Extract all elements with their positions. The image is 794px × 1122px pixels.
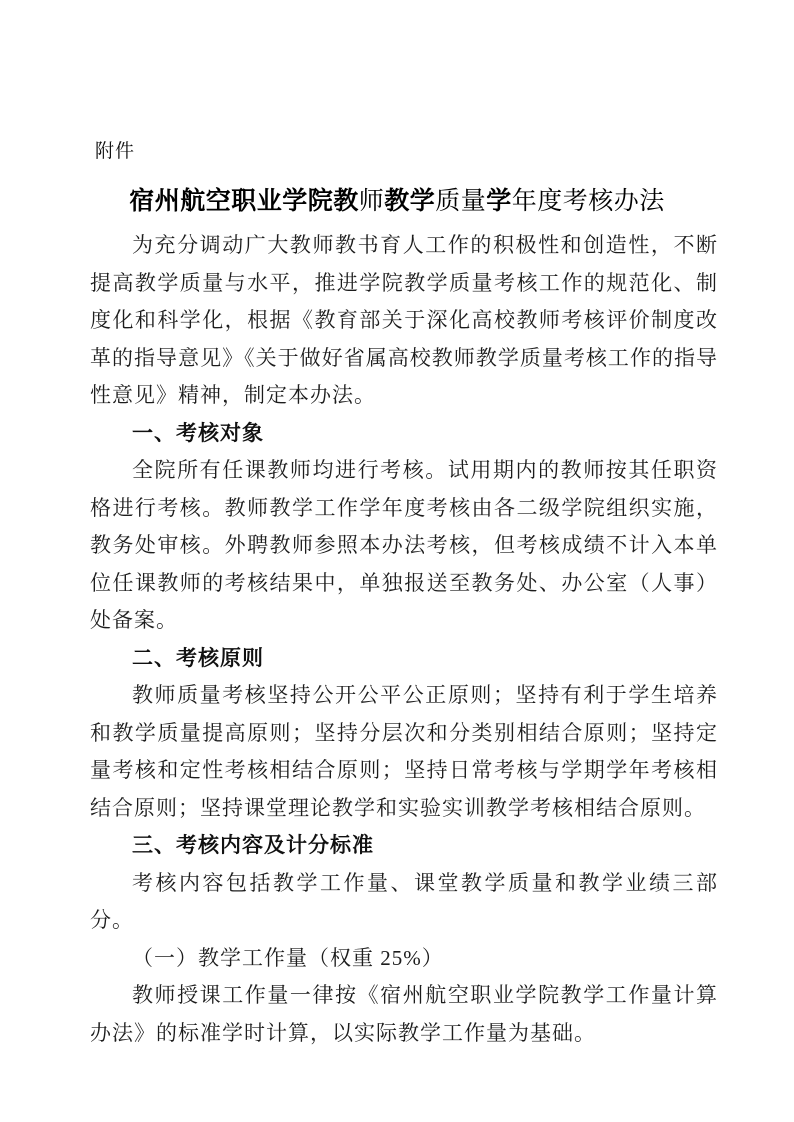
heading-section-3: 三、考核内容及计分标准: [132, 833, 374, 857]
title-segment: 教学: [384, 188, 436, 215]
document-title: [0, 186, 794, 218]
paragraph-section-3: 考核内容包括教学工作量、课堂教学质量和教学业绩三部分。: [90, 870, 718, 932]
subheading-workload: （一）教学工作量（权重 25%）: [132, 945, 444, 970]
paragraph-intro: 为充分调动广大教师教书育人工作的积极性和创造性，不断提高教学质量与水平，推进学院教学质量考核工作的规范化、制度化和科学化，根据《教育部关于深化高校教师考核评价制度改革的指导意见》《关于做好省属高校教师教学质量考核工作的指导性意见》精神，制定本办法。: [90, 233, 718, 407]
paragraph-section-1: 全院所有任课教师均进行考核。试用期内的教师按其任职资格进行考核。教师教学工作学年度考核由各二级学院组织实施，教务处审核。外聘教师参照本办法考核，但考核成绩不计入本单位任课教师的考核结果中，单独报送至教务处、办公室（人事）处备案。: [90, 458, 718, 632]
heading-section-2: 二、考核原则: [132, 645, 264, 670]
title-segment: 师: [358, 188, 385, 215]
heading-section-1: 一、考核对象: [132, 420, 264, 445]
title-segment: 年度考核办法: [511, 188, 665, 215]
title-segment: 宿州航空职业学院教: [129, 188, 359, 215]
title-segment: 质量: [435, 188, 487, 215]
document-body: [90, 227, 718, 1052]
attachment-label: 附件: [95, 141, 136, 162]
paragraph-workload: 教师授课工作量一律按《宿州航空职业学院教学工作量计算办法》的标准学时计算，以实际教学工作量为基础。: [90, 983, 718, 1045]
title-segment: 学: [486, 188, 512, 215]
paragraph-section-2: 教师质量考核坚持公开公平公正原则；坚持有利于学生培养和教学质量提高原则；坚持分层次和分类别相结合原则；坚持定量考核和定性考核相结合原则；坚持日常考核与学期学年考核相结合原则；坚持课堂理论教学和实验实训教学考核相结合原则。: [90, 683, 718, 820]
